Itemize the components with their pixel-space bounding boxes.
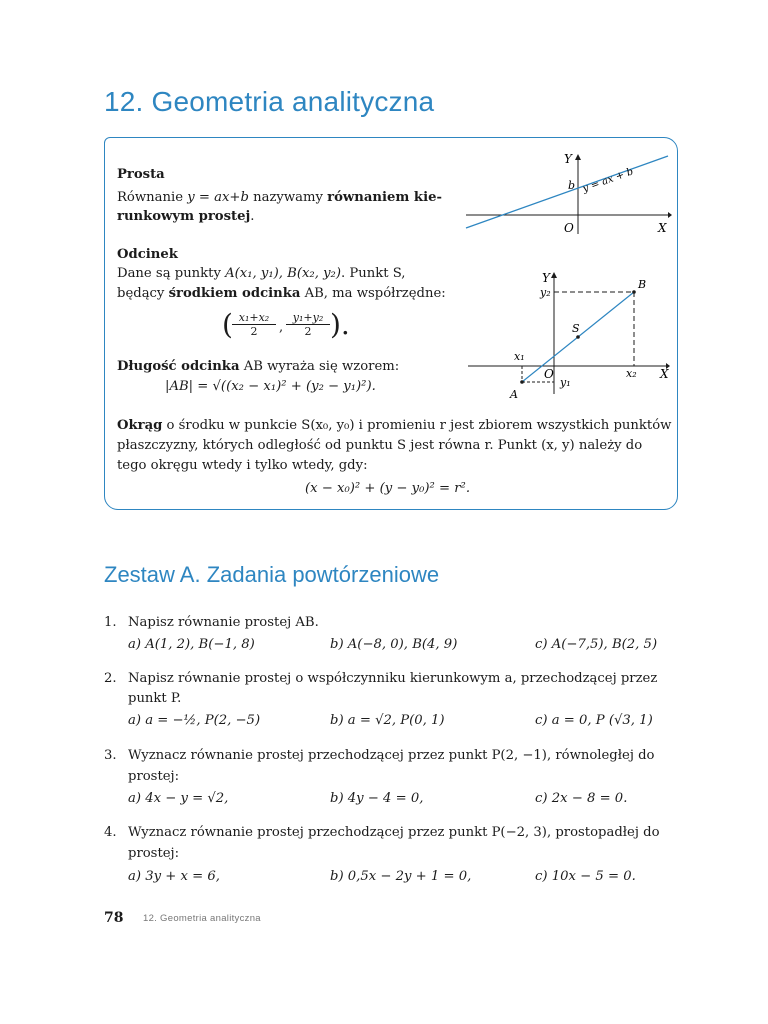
graph2-s-label: S [572,322,580,335]
okrag-line-3: tego okręgu wtedy i tylko wtedy, gdy: [117,458,368,473]
fraction-y-denominator: 2 [304,325,312,338]
task-1-prompt [104,614,319,632]
odcinek-text: będący [117,286,169,301]
graph1-origin-label: O [564,221,574,235]
task-4-prompt [104,824,660,842]
task-4-c: c) 10x − 5 = 0. [535,869,636,884]
graph2-y1-label: y₁ [560,376,571,389]
prosta-heading: Prosta [117,167,165,182]
task-4-prompt-cont: prostej: [128,846,180,861]
okrag-line-1 [117,417,671,435]
task-text: Napisz równanie prostej o współczynniku kierunkowym a, przechodzącej przez [128,671,658,686]
odcinek-points: A(x₁, y₁), B(x₂, y₂) [225,266,341,281]
function-line [466,156,668,228]
close-paren: ). [330,308,350,341]
graph1-x-label: X [658,221,667,235]
point-b [632,290,636,294]
task-number: 3. [104,748,117,763]
okrag-bold-term: Okrąg [117,418,163,433]
graph2-x-label: X [660,367,669,381]
fraction-x-numerator: x₁+x₂ [238,311,270,324]
prosta-text: Równanie [117,190,188,205]
odcinek-line-2 [117,285,446,303]
task-3-a: a) 4x − y = √2, [128,791,229,806]
prosta-bold-term: równaniem kie- [327,190,442,205]
fraction-x-denominator: 2 [250,325,258,338]
running-title: 12. Geometria analityczna [143,913,261,924]
graph2-x1-label: x₁ [514,350,525,363]
y-axis-arrow [551,272,557,278]
prosta-line-2 [117,208,254,226]
odcinek-text: . Punkt S, [340,266,406,281]
length-line [117,358,399,376]
length-formula: |AB| = √((x₂ − x₁)² + (y₂ − y₁)²). [165,379,376,394]
x-axis-arrow [668,212,672,218]
fraction-y-numerator: y₁+y₂ [292,311,324,324]
length-text: AB wyraża się wzorem: [239,359,400,374]
section-title: Zestaw A. Zadania powtórzeniowe [104,562,440,587]
graph2-a-label: A [510,388,518,401]
graph1-b-label: b [568,179,576,192]
task-text: Napisz równanie prostej AB. [128,615,319,630]
comma: , [279,320,284,335]
graph2-y-label: Y [542,271,550,285]
graph1-y-label: Y [564,152,572,166]
midpoint-formula [222,308,350,344]
task-4-a: a) 3y + x = 6, [128,869,220,884]
graph2-b-label: B [638,278,647,291]
odcinek-heading: Odcinek [117,247,178,262]
okrag-text: o środku w punkcie S(x₀, y₀) i promieniu r jest zbiorem wszystkich punktów [162,418,672,433]
task-text: Wyznacz równanie prostej przechodzącej przez punkt P(−2, 3), prostopadłej do [128,825,660,840]
circle-formula: (x − x₀)² + (y − y₀)² = r². [305,481,471,496]
graph2-y2-label: y₂ [540,286,551,299]
odcinek-line-1 [117,265,405,283]
segment-graph [462,266,674,406]
length-bold-term: Długość odcinka [117,359,240,374]
task-3-c: c) 2x − 8 = 0. [535,791,628,806]
y-axis-arrow [575,154,581,160]
page-number: 78 [104,910,124,926]
prosta-text: nazywamy [248,190,328,205]
chapter-title: 12. Geometria analityczna [104,86,435,117]
task-2-a: a) a = −½, P(2, −5) [128,713,261,728]
task-number: 2. [104,671,117,686]
task-3-b: b) 4y − 4 = 0, [330,791,424,806]
task-2-prompt-cont: punkt P. [128,691,182,706]
task-number: 4. [104,825,117,840]
task-text: Wyznacz równanie prostej przechodzącej przez punkt P(2, −1), równoległej do [128,748,655,763]
prosta-line-1 [117,189,442,207]
okrag-line-2: płaszczyzny, których odległość od punktu S jest równa r. Punkt (x, y) należy do [117,438,643,453]
graph2-origin-label: O [544,367,554,381]
point-a [520,380,524,384]
task-2-c: c) a = 0, P (√3, 1) [535,713,653,728]
prosta-bold-term: runkowym prostej [117,209,251,224]
task-3-prompt [104,747,655,765]
task-3-prompt-cont: prostej: [128,769,180,784]
line-graph [460,148,672,238]
task-2-b: b) a = √2, P(0, 1) [330,713,445,728]
odcinek-text: AB, ma współrzędne: [300,286,446,301]
graph1-line-label: y = ax + b [581,166,635,195]
task-1-b: b) A(−8, 0), B(4, 9) [330,637,458,652]
odcinek-bold-term: środkiem odcinka [168,286,301,301]
prosta-equation: y = ax+b [187,190,249,205]
task-number: 1. [104,615,117,630]
task-1-a: a) A(1, 2), B(−1, 8) [128,637,255,652]
odcinek-text: Dane są punkty [117,266,226,281]
task-2-prompt [104,670,657,688]
prosta-text: . [250,209,255,224]
task-1-c: c) A(−7,5), B(2, 5) [535,637,658,652]
fraction-x [232,311,276,338]
open-paren: ( [222,308,233,341]
task-4-b: b) 0,5x − 2y + 1 = 0, [330,869,472,884]
fraction-y [286,311,330,338]
point-s [576,335,580,339]
graph2-x2-label: x₂ [626,367,637,380]
